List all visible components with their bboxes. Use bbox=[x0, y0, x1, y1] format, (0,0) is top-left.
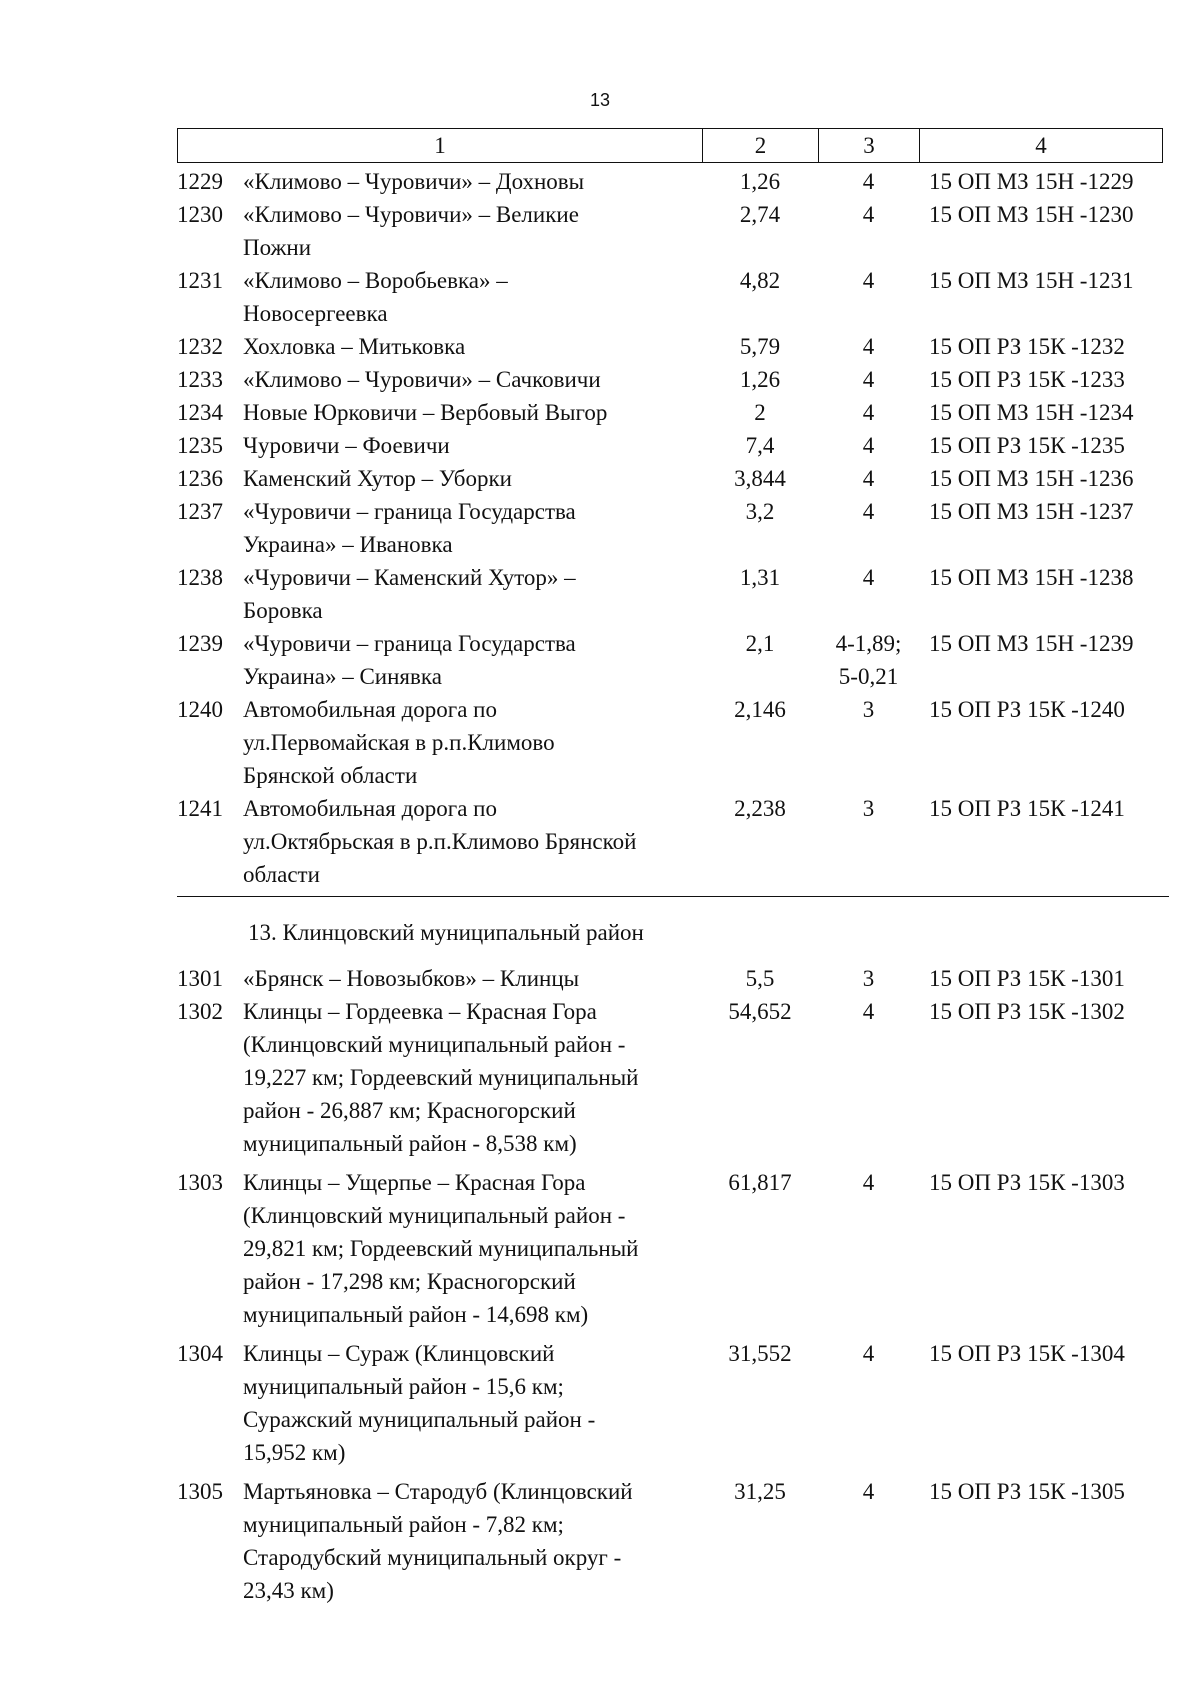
road-name: Клинцы – Гордеевка – Красная Гора (Клинцовский муниципальный район - 19,227 км; Гордеевский муниципальный район - 26,887 км; Красногорский муниципальный район - 8,538 км) bbox=[243, 999, 639, 1156]
road-name: «Чуровичи – Каменский Хутор» – Боровка bbox=[243, 565, 576, 623]
road-category: 4 bbox=[862, 367, 875, 392]
road-name: «Климово – Воробьевка» – Новосергеевка bbox=[243, 268, 508, 326]
road-code: 15 ОП МЗ 15Н -1236 bbox=[929, 466, 1134, 491]
road-name: Чуровичи – Фоевичи bbox=[243, 433, 450, 458]
road-length: 31,552 bbox=[728, 1341, 792, 1366]
road-number: 1240 bbox=[177, 697, 223, 722]
road-name: «Климово – Чуровичи» – Сачковичи bbox=[243, 367, 601, 392]
road-name: «Климово – Чуровичи» – Дохновы bbox=[243, 169, 585, 194]
road-name: Клинцы – Сураж (Клинцовский муниципальный район - 15,6 км; Суражский муниципальный район - 15,952 км) bbox=[243, 1341, 596, 1465]
road-name: Каменский Хутор – Уборки bbox=[243, 466, 512, 491]
road-category: 4 bbox=[862, 466, 875, 491]
road-number: 1305 bbox=[177, 1479, 223, 1504]
road-table-part-2 bbox=[177, 962, 1161, 1607]
road-number: 1238 bbox=[177, 565, 223, 590]
road-code: 15 ОП РЗ 15К -1304 bbox=[929, 1341, 1125, 1366]
road-name: Клинцы – Ущерпье – Красная Гора (Клинцовский муниципальный район - 29,821 км; Гордеевский муниципальный район - 17,298 км; Красногорский муниципальный район - 14,698 км) bbox=[243, 1170, 639, 1327]
road-category: 4 bbox=[862, 499, 875, 524]
column-header-2: 2 bbox=[703, 129, 819, 162]
road-name: Хохловка – Митьковка bbox=[243, 334, 466, 359]
road-length: 3,2 bbox=[745, 499, 775, 524]
road-number: 1302 bbox=[177, 999, 223, 1024]
road-code: 15 ОП РЗ 15К -1240 bbox=[929, 697, 1125, 722]
road-table-part-1 bbox=[177, 165, 1161, 891]
road-number: 1301 bbox=[177, 966, 223, 991]
road-number: 1303 bbox=[177, 1170, 223, 1195]
road-length: 1,31 bbox=[739, 565, 781, 590]
road-length: 1,26 bbox=[739, 367, 781, 392]
road-code: 15 ОП РЗ 15К -1235 bbox=[929, 433, 1125, 458]
road-code: 15 ОП РЗ 15К -1302 bbox=[929, 999, 1125, 1024]
road-category: 4 bbox=[862, 1341, 875, 1366]
road-length: 7,4 bbox=[745, 433, 775, 458]
road-name: Мартьяновка – Стародуб (Клинцовский муниципальный район - 7,82 км; Стародубский муниципальный округ - 23,43 км) bbox=[243, 1479, 633, 1603]
road-length: 2,1 bbox=[745, 631, 775, 656]
road-number: 1235 bbox=[177, 433, 223, 458]
road-category: 3 bbox=[862, 966, 875, 991]
column-header-row bbox=[177, 128, 1163, 163]
road-code: 15 ОП МЗ 15Н -1239 bbox=[929, 631, 1134, 656]
road-name: Автомобильная дорога по ул.Первомайская в р.п.Климово Брянской области bbox=[243, 697, 555, 788]
road-name: Автомобильная дорога по ул.Октябрьская в р.п.Климово Брянской области bbox=[243, 796, 637, 887]
road-length: 54,652 bbox=[728, 999, 792, 1024]
road-number: 1232 bbox=[177, 334, 223, 359]
section-title: 13. Клинцовский муниципальный район bbox=[248, 920, 644, 945]
road-code: 15 ОП МЗ 15Н -1231 bbox=[929, 268, 1134, 293]
road-number: 1241 bbox=[177, 796, 223, 821]
road-number: 1239 bbox=[177, 631, 223, 656]
road-number: 1231 bbox=[177, 268, 223, 293]
road-length: 2,238 bbox=[734, 796, 786, 821]
column-header-4: 4 bbox=[1035, 133, 1047, 158]
road-length: 31,25 bbox=[734, 1479, 786, 1504]
road-category: 4 bbox=[862, 268, 875, 293]
road-name: «Климово – Чуровичи» – Великие Пожни bbox=[243, 202, 579, 260]
road-code: 15 ОП РЗ 15К -1232 bbox=[929, 334, 1125, 359]
road-category: 3 bbox=[862, 697, 875, 722]
road-length: 2,74 bbox=[739, 202, 781, 227]
road-code: 15 ОП РЗ 15К -1305 bbox=[929, 1479, 1125, 1504]
road-name: Новые Юрковичи – Вербовый Выгор bbox=[243, 400, 608, 425]
road-code: 15 ОП РЗ 15К -1301 bbox=[929, 966, 1125, 991]
road-length: 1,26 bbox=[739, 169, 781, 194]
road-length: 2 bbox=[754, 400, 766, 425]
road-category: 4 bbox=[862, 999, 875, 1024]
road-code: 15 ОП МЗ 15Н -1230 bbox=[929, 202, 1134, 227]
road-length: 3,844 bbox=[734, 466, 786, 491]
road-length: 2,146 bbox=[734, 697, 786, 722]
road-number: 1234 bbox=[177, 400, 223, 425]
road-number: 1230 bbox=[177, 202, 223, 227]
road-name: «Чуровичи – граница Государства Украина» – Синявка bbox=[243, 631, 576, 689]
road-length: 4,82 bbox=[739, 268, 781, 293]
road-category: 4 bbox=[862, 565, 875, 590]
road-number: 1237 bbox=[177, 499, 223, 524]
road-number: 1229 bbox=[177, 169, 223, 194]
column-header-3: 3 bbox=[819, 129, 920, 162]
road-number: 1304 bbox=[177, 1341, 223, 1366]
road-code: 15 ОП МЗ 15Н -1238 bbox=[929, 565, 1134, 590]
road-name: «Чуровичи – граница Государства Украина» – Ивановка bbox=[243, 499, 576, 557]
road-code: 15 ОП МЗ 15Н -1229 bbox=[929, 169, 1134, 194]
road-code: 15 ОП МЗ 15Н -1234 bbox=[929, 400, 1134, 425]
road-category: 4 bbox=[862, 1479, 875, 1504]
road-category: 4 bbox=[862, 169, 875, 194]
road-code: 15 ОП МЗ 15Н -1237 bbox=[929, 499, 1134, 524]
road-category: 4 bbox=[862, 433, 875, 458]
page-number: 13 bbox=[589, 90, 611, 110]
road-number: 1233 bbox=[177, 367, 223, 392]
road-category: 4 bbox=[862, 334, 875, 359]
road-category: 3 bbox=[862, 796, 875, 821]
road-category: 4 bbox=[862, 400, 875, 425]
section-divider bbox=[177, 896, 1169, 897]
road-category: 4 bbox=[862, 202, 875, 227]
road-category: 4-1,89; 5-0,21 bbox=[835, 631, 902, 689]
road-name: «Брянск – Новозыбков» – Клинцы bbox=[243, 966, 580, 991]
road-code: 15 ОП РЗ 15К -1233 bbox=[929, 367, 1125, 392]
road-length: 5,5 bbox=[745, 966, 775, 991]
road-code: 15 ОП РЗ 15К -1303 bbox=[929, 1170, 1125, 1195]
road-number: 1236 bbox=[177, 466, 223, 491]
road-category: 4 bbox=[862, 1170, 875, 1195]
column-header-1: 1 bbox=[178, 129, 703, 162]
road-code: 15 ОП РЗ 15К -1241 bbox=[929, 796, 1125, 821]
road-length: 61,817 bbox=[728, 1170, 792, 1195]
road-length: 5,79 bbox=[739, 334, 781, 359]
